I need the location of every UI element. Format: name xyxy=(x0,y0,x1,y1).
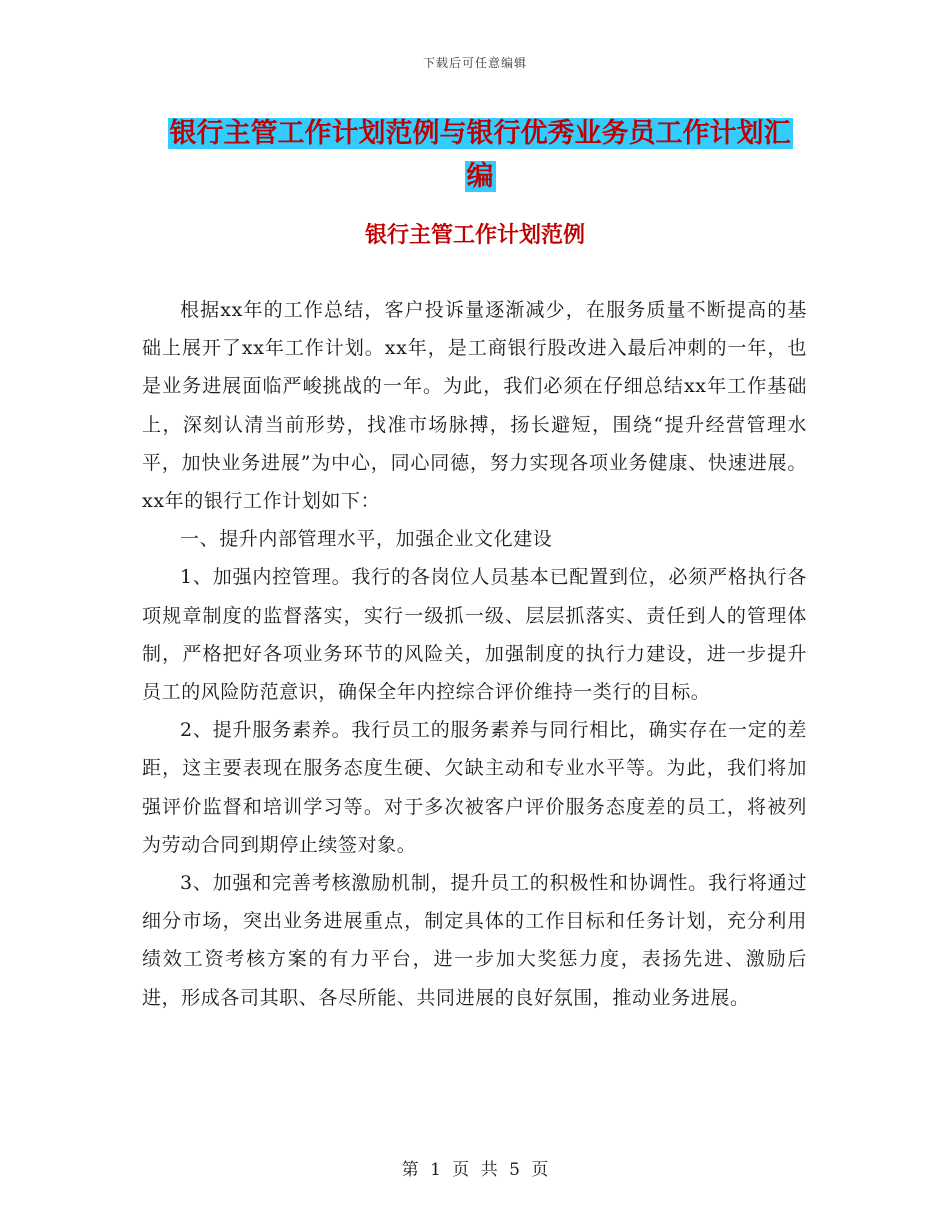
document-body xyxy=(142,291,807,1017)
paragraph-item-2: 2、提升服务素养。我行员工的服务素养与同行相比，确实存在一定的差距，这主要表现在服务态度生硬、欠缺主动和专业水平等。为此，我们将加强评价监督和培训学习等。对于多次被客户评价服务态度差的员工，将被列为劳动合同到期停止续签对象。 xyxy=(142,719,807,856)
section-title: 银行主管工作计划范例 xyxy=(364,223,585,248)
paragraph-item-1: 1、加强内控管理。我行的各岗位人员基本已配置到位，必须严格执行各项规章制度的监督落实，实行一级抓一级、层层抓落实、责任到人的管理体制，严格把好各项业务环节的风险关，加强制度的执行力建设，进一步提升员工的风险防范意识，确保全年内控综合评价维持一类行的目标。 xyxy=(142,566,807,704)
header-note: 下载后可任意编辑 xyxy=(422,56,527,70)
paragraph-item-3: 3、加强和完善考核激励机制，提升员工的积极性和协调性。我行将通过细分市场，突出业务进展重点，制定具体的工作目标和任务计划，充分利用绩效工资考核方案的有力平台，进一步加大奖惩力度，表扬先进、激励后进，形成各司其职、各尽所能、共同进展的良好氛围，推动业务进展。 xyxy=(142,872,807,1009)
document-title-line-1: 银行主管工作计划范例与银行优秀业务员工作计划汇 xyxy=(169,118,791,149)
document-title-line-2: 编 xyxy=(466,161,494,192)
paragraph-intro: 根据xx年的工作总结，客户投诉量逐渐减少，在服务质量不断提高的基础上展开了xx年工作计划。xx年，是工商银行股改进入最后冲刺的一年，也是业务进展面临严峻挑战的一年。为此，我们必须在仔细总结xx年工作基础上，深刻认清当前形势，找准市场脉搏，扬长避短，围绕“提升经营管理水平，加快业务进展”为中心，同心同德，努力实现各项业务健康、快速进展。xx年的银行工作计划如下： xyxy=(142,299,807,513)
document-title xyxy=(150,112,810,198)
paragraph-heading-1: 一、提升内部管理水平，加强企业文化建设 xyxy=(180,528,553,551)
page-number: 第 1 页 共 5 页 xyxy=(401,1160,549,1180)
